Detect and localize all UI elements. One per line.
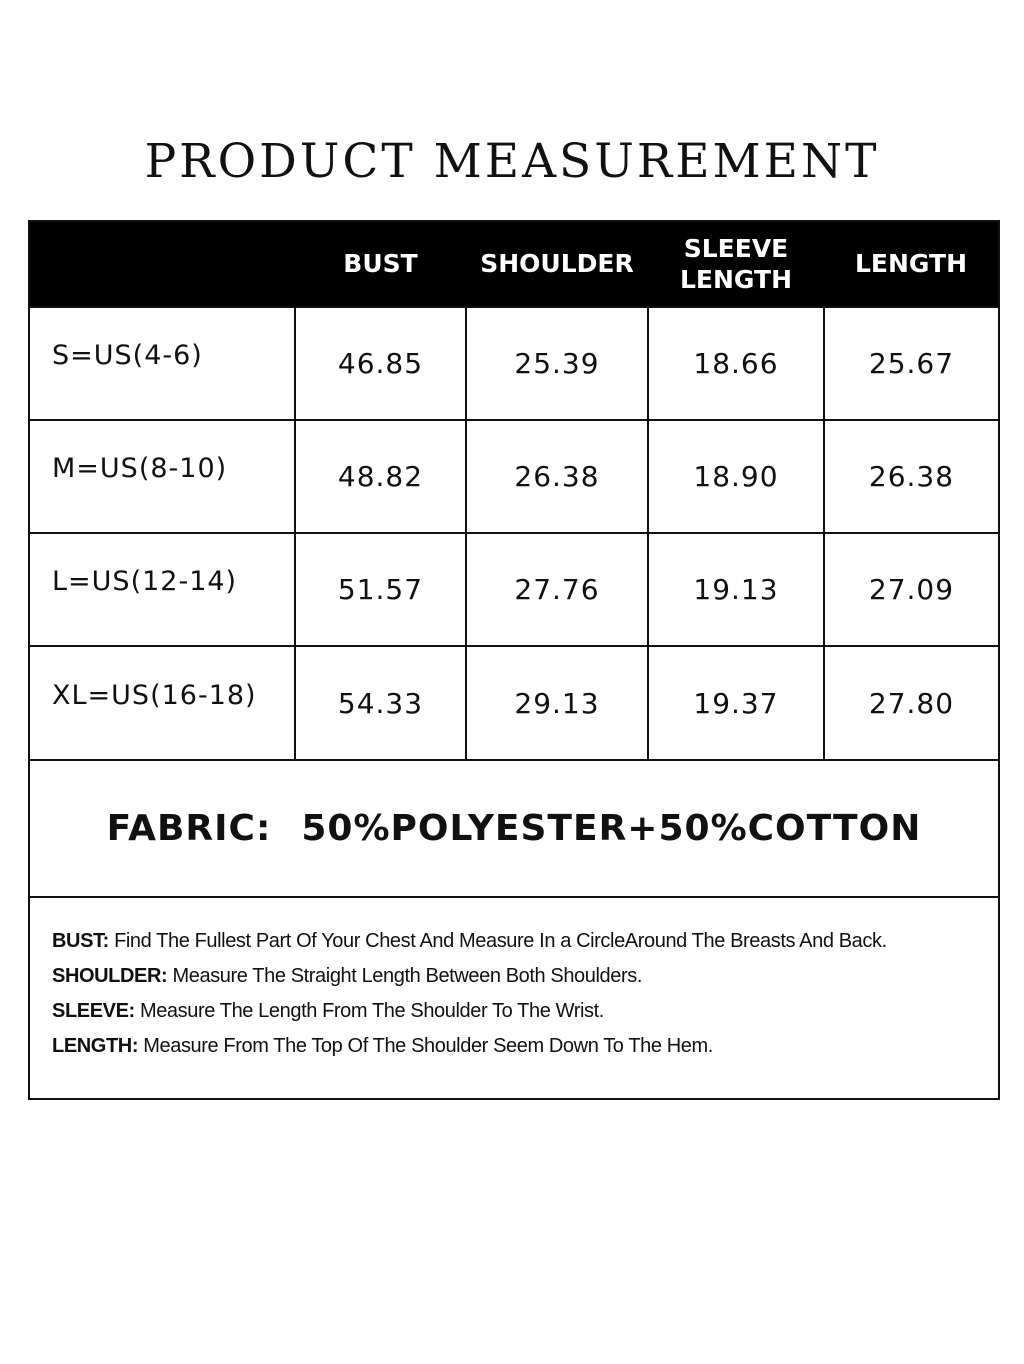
table-row: [30, 646, 998, 759]
column-header-sleeve-length: [648, 222, 824, 307]
note-text: Find The Fullest Part Of Your Chest And Measure In a CircleAround The Breasts And Back.: [114, 930, 887, 952]
table-row: [30, 420, 998, 533]
note-text: Measure From The Top Of The Shoulder Seem Down To The Hem.: [143, 1035, 713, 1057]
measurement-sheet: [28, 220, 1000, 1100]
length-cell: 27.09: [824, 533, 998, 646]
sleeve-length-cell: 19.13: [648, 533, 824, 646]
size-label: XL=US(16-18): [52, 679, 257, 711]
sleeve-length-cell: 18.66: [648, 307, 824, 420]
size-label: M=US(8-10): [52, 453, 228, 484]
shoulder-cell: 26.38: [466, 420, 648, 533]
shoulder-cell: 27.76: [466, 533, 648, 646]
size-cell: [30, 420, 295, 533]
column-header-label: LENGTH: [855, 249, 967, 279]
note-term: BUST:: [52, 930, 109, 952]
note-sleeve: [52, 994, 976, 1029]
size-cell: [30, 307, 295, 420]
bust-cell: 46.85: [295, 307, 466, 420]
note-text: Measure The Length From The Shoulder To The Wrist.: [139, 1000, 604, 1022]
shoulder-cell: 29.13: [466, 646, 648, 759]
column-header-label-line2: LENGTH: [680, 265, 792, 294]
bust-cell: 54.33: [295, 646, 466, 759]
size-cell: [30, 646, 295, 759]
length-cell: 25.67: [824, 307, 998, 420]
column-header-length: [824, 222, 998, 307]
bust-cell: 48.82: [295, 420, 466, 533]
header-corner: [30, 222, 295, 307]
sleeve-length-cell: 18.90: [648, 420, 824, 533]
note-term: LENGTH:: [52, 1035, 139, 1057]
page-title: PRODUCT MEASUREMENT: [144, 134, 880, 189]
note-length: [52, 1029, 976, 1064]
column-header-shoulder: [466, 222, 648, 307]
fabric-value: 50%POLYESTER+50%COTTON: [301, 808, 922, 849]
shoulder-cell: 25.39: [466, 307, 648, 420]
size-cell: [30, 533, 295, 646]
note-text: Measure The Straight Length Between Both Shoulders.: [172, 965, 643, 987]
size-label: S=US(4-6): [52, 340, 203, 371]
size-chart-table: [30, 222, 998, 759]
column-header-label: BUST: [343, 249, 418, 279]
table-header-row: [30, 222, 998, 307]
note-term: SLEEVE:: [52, 1000, 135, 1022]
fabric-label: FABRIC:: [106, 808, 272, 849]
length-cell: 27.80: [824, 646, 998, 759]
note-term: SHOULDER:: [52, 965, 168, 987]
note-bust: [52, 924, 976, 959]
column-header-label-line1: SLEEVE: [683, 233, 789, 263]
note-shoulder: [52, 959, 976, 994]
size-label: L=US(12-14): [52, 566, 238, 597]
measurement-notes: [30, 896, 998, 1064]
column-header-bust: [295, 222, 466, 307]
fabric-composition: [30, 759, 998, 896]
table-row: [30, 533, 998, 646]
bust-cell: 51.57: [295, 533, 466, 646]
sleeve-length-cell: 19.37: [648, 646, 824, 759]
column-header-label: SHOULDER: [480, 249, 634, 279]
table-row: [30, 307, 998, 420]
length-cell: 26.38: [824, 420, 998, 533]
